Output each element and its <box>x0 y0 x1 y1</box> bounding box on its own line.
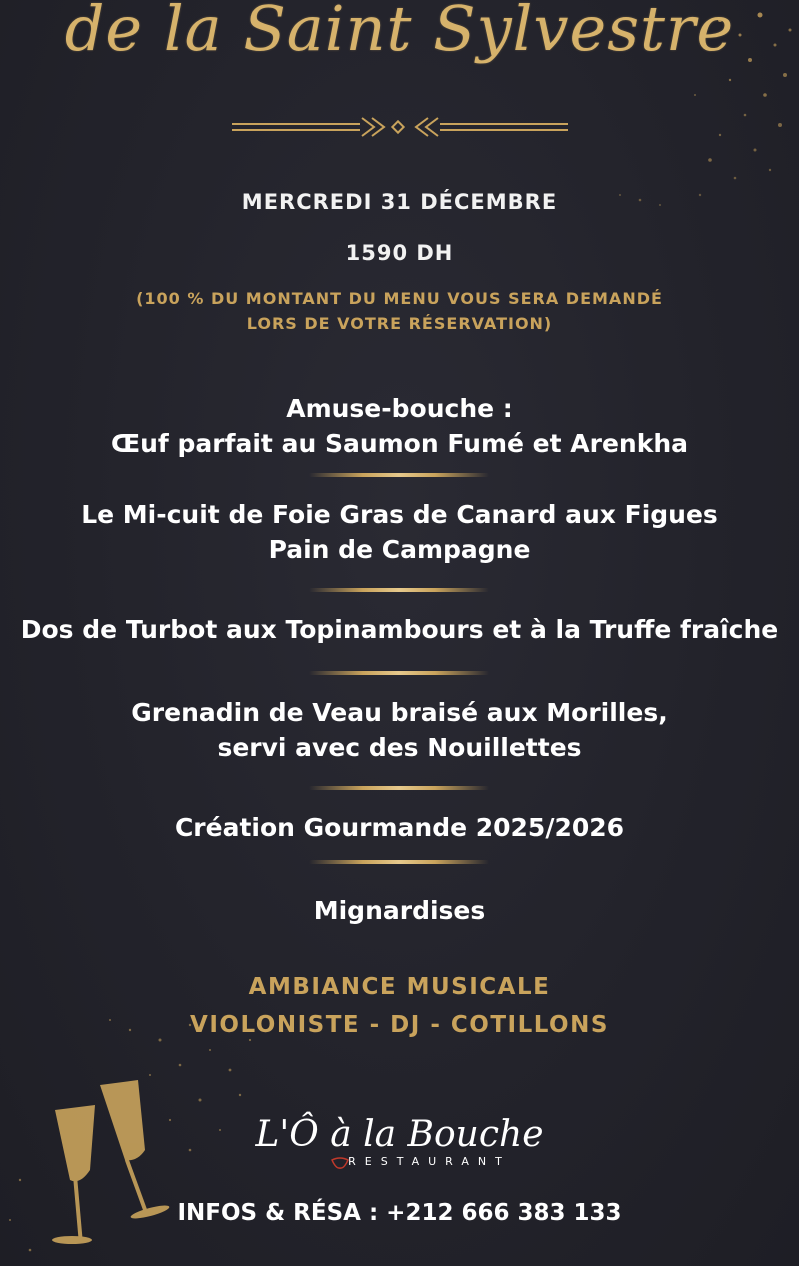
course-line: Création Gourmande 2025/2026 <box>174 813 625 842</box>
course-line: Œuf parfait au Saumon Fumé et Arenkha <box>110 429 689 458</box>
gold-divider <box>309 588 489 592</box>
lips-icon <box>330 1156 350 1170</box>
gold-divider <box>309 786 489 790</box>
arrow-ornament-icon <box>232 112 568 142</box>
course-foie-gras <box>0 497 799 567</box>
course-line: Amuse-bouche : <box>286 394 513 423</box>
course-turbot <box>0 612 799 647</box>
course-line: Le Mi-cuit de Foie Gras de Canard aux Figues <box>81 500 718 529</box>
course-line: Pain de Campagne <box>268 535 531 564</box>
event-date: MERCREDI 31 DÉCEMBRE <box>241 190 558 214</box>
contact-info: INFOS & RÉSA : +212 666 383 133 <box>177 1200 622 1226</box>
course-mignardises <box>0 893 799 928</box>
course-line: Mignardises <box>313 896 486 925</box>
event-price: 1590 DH <box>345 241 454 265</box>
payment-note <box>0 286 799 336</box>
course-line: Dos de Turbot aux Topinambours et à la Truffe fraîche <box>20 615 779 644</box>
course-veau <box>0 695 799 765</box>
restaurant-logo <box>0 1115 799 1168</box>
ambiance-details: VIOLONISTE - DJ - COTILLONS <box>190 1012 609 1038</box>
gold-divider <box>309 473 489 477</box>
course-amuse-bouche <box>0 391 799 461</box>
payment-note-line2: LORS DE VOTRE RÉSERVATION) <box>246 314 553 333</box>
course-line: Grenadin de Veau braisé aux Morilles, <box>131 698 668 727</box>
restaurant-name: L'Ô à la Bouche <box>255 1114 544 1155</box>
gold-divider <box>309 860 489 864</box>
payment-note-line1: (100 % DU MONTANT DU MENU VOUS SERA DEMANDÉ <box>136 289 663 308</box>
gold-divider <box>309 671 489 675</box>
restaurant-subtitle: RESTAURANT <box>348 1155 511 1168</box>
event-title: de la Saint Sylvestre <box>64 0 735 65</box>
ambiance-title: AMBIANCE MUSICALE <box>248 974 551 1000</box>
course-dessert <box>0 810 799 845</box>
course-line: servi avec des Nouillettes <box>217 733 582 762</box>
